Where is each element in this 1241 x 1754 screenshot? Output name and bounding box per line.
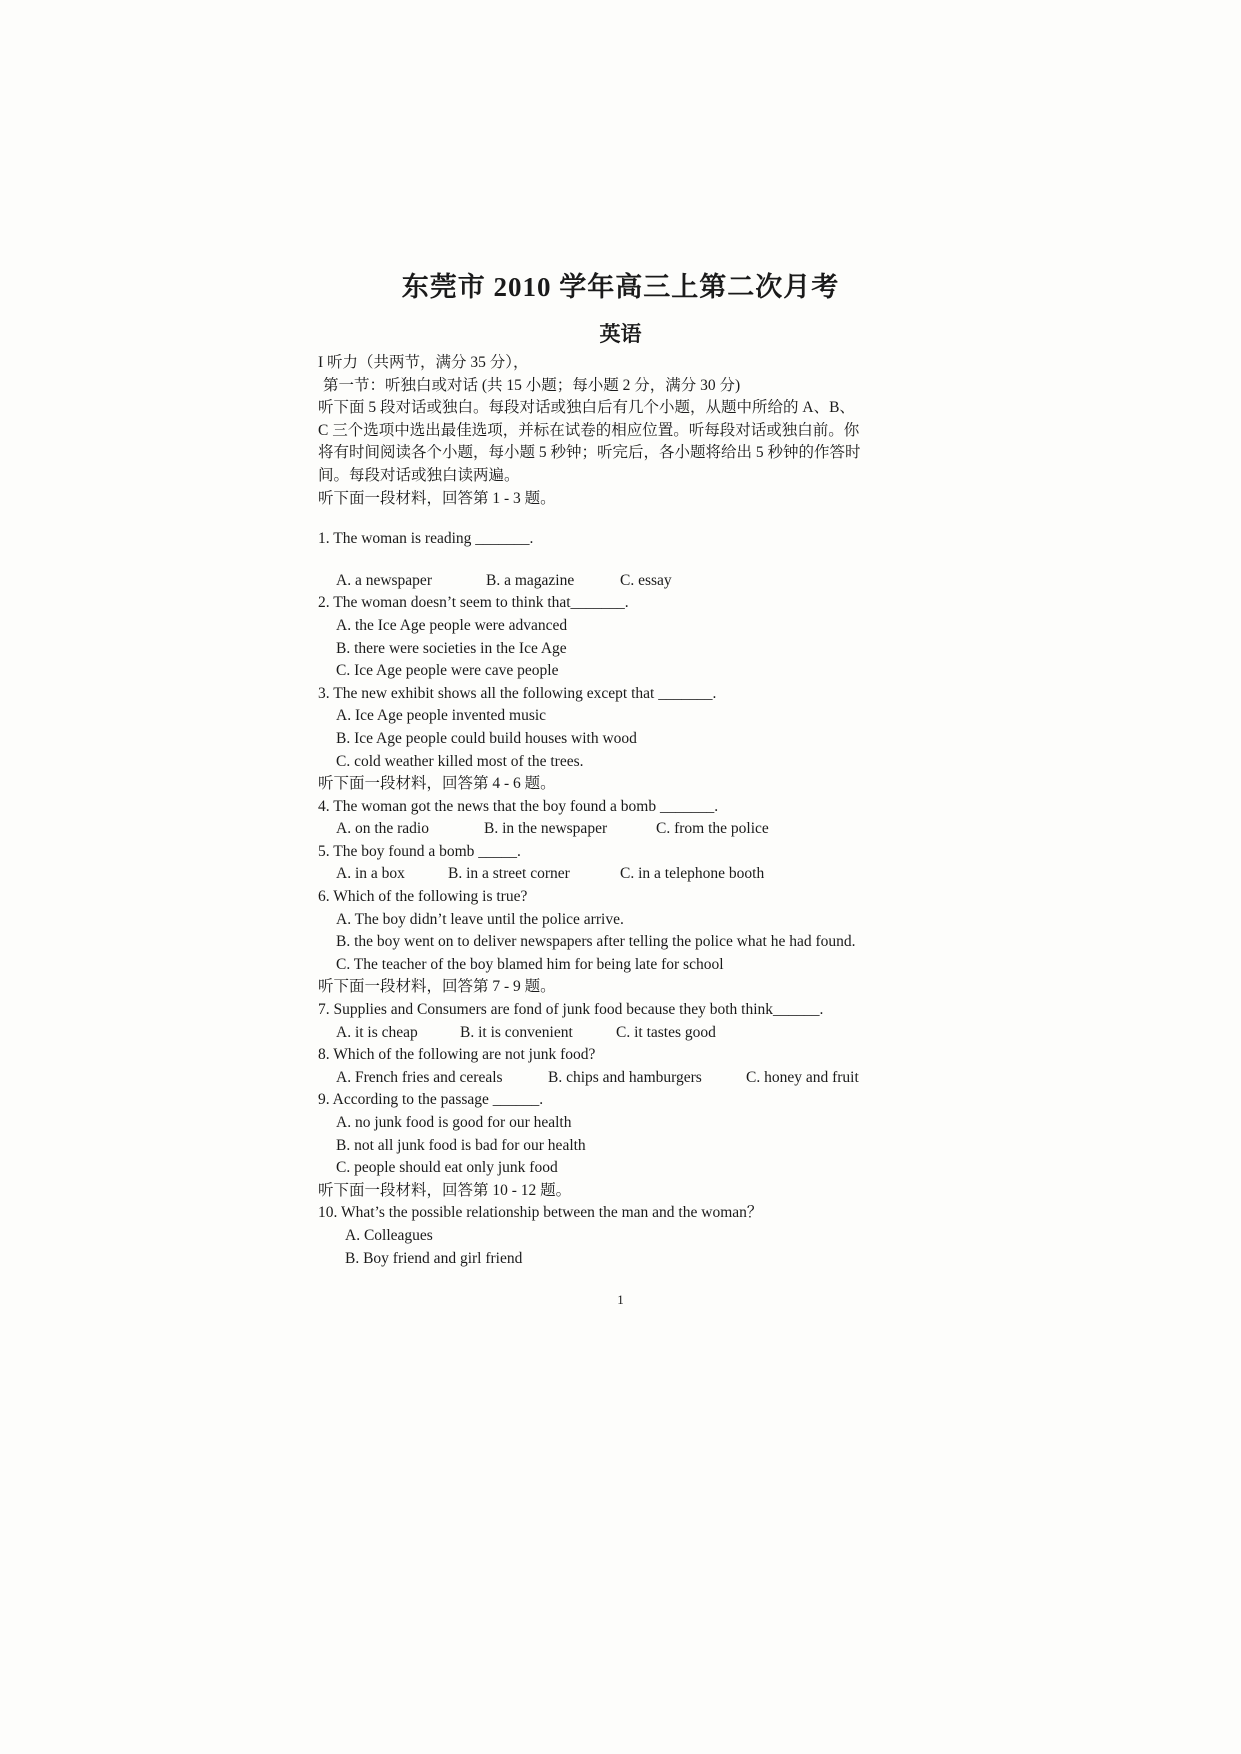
option-a: A. the Ice Age people were advanced [336, 616, 568, 634]
instruction-line: C 三个选项中选出最佳选项，并标在试卷的相应位置。听每段对话或独白前。你 [318, 421, 860, 439]
option-a: A. in a box [336, 865, 405, 883]
question-4-stem: 4. The woman got the news that the boy found a bomb _______. [318, 797, 719, 815]
option-c: C. The teacher of the boy blamed him for being late for school [336, 955, 724, 973]
group-instruction: 听下面一段材料，回答第 4 - 6 题。 [318, 775, 556, 793]
question-8-stem: 8. Which of the following are not junk food? [318, 1046, 596, 1064]
question-5-stem: 5. The boy found a bomb _____. [318, 842, 521, 860]
option-b: B. in a street corner [448, 865, 570, 883]
option-c: C. Ice Age people were cave people [336, 662, 559, 680]
instruction-line: 将有时间阅读各个小题，每小题 5 秒钟；听完后，各小题将给出 5 秒钟的作答时 [318, 444, 861, 462]
page-number: 1 [617, 1292, 624, 1307]
question-2-stem: 2. The woman doesn’t seem to think that_______. [318, 594, 629, 612]
option-a: A. no junk food is good for our health [336, 1114, 572, 1131]
exam-subject: 英语 [599, 322, 642, 346]
option-b: B. Ice Age people could build houses with wood [336, 729, 637, 747]
option-b: B. not all junk food is bad for our health [336, 1136, 586, 1154]
option-a: A. a newspaper [336, 571, 432, 589]
instruction-line: 间。每段对话或独白读两遍。 [318, 466, 520, 484]
question-9-stem: 9. According to the passage ______. [318, 1091, 544, 1109]
option-a: A. The boy didn’t leave until the police arrive. [336, 910, 624, 928]
question-1-options [318, 570, 938, 593]
group-instruction: 听下面一段材料，回答第 10 - 12 题。 [318, 1181, 572, 1199]
option-b: B. chips and hamburgers [548, 1068, 702, 1086]
question-5-options [318, 863, 938, 886]
question-8-options [318, 1067, 938, 1090]
option-a: A. it is cheap [336, 1023, 418, 1041]
question-1-stem: 1. The woman is reading _______. [318, 530, 534, 548]
option-c: C. from the police [656, 820, 769, 838]
option-b: B. there were societies in the Ice Age [336, 639, 567, 657]
section-heading: I 听力（共两节，满分 35 分）， [318, 354, 529, 371]
option-b: B. Boy friend and girl friend [345, 1249, 523, 1267]
option-c: C. people should eat only junk food [336, 1159, 558, 1177]
part-heading: 第一节：听独白或对话 (共 15 小题；每小题 2 分，满分 30 分) [323, 376, 741, 394]
option-b: B. in the newspaper [484, 820, 608, 838]
exam-content [318, 352, 938, 1270]
instruction-line: 听下面 5 段对话或独白。每段对话或独白后有几个小题，从题中所给的 A、B、 [318, 399, 855, 417]
option-c: C. essay [620, 571, 672, 589]
option-a: A. on the radio [336, 820, 429, 838]
option-b: B. it is convenient [460, 1023, 573, 1041]
question-3-stem: 3. The new exhibit shows all the following except that _______. [318, 684, 717, 702]
group-instruction: 听下面一段材料，回答第 7 - 9 题。 [318, 978, 556, 996]
option-a: A. French fries and cereals [336, 1068, 503, 1086]
question-10-stem: 10. What’s the possible relationship between the man and the woman？ [318, 1204, 763, 1222]
option-a: A. Ice Age people invented music [336, 707, 547, 725]
option-c: C. it tastes good [616, 1023, 716, 1041]
question-4-options [318, 818, 938, 841]
option-c: C. honey and fruit [746, 1068, 859, 1086]
option-b: B. the boy went on to deliver newspapers after telling the police what he had found. [336, 933, 856, 951]
exam-title: 东莞市 2010 学年高三上第二次月考 [401, 272, 840, 302]
option-c: C. in a telephone booth [620, 865, 765, 883]
question-7-stem: 7. Supplies and Consumers are fond of junk food because they both think______. [318, 1001, 824, 1019]
option-a: A. Colleagues [345, 1226, 433, 1244]
option-b: B. a magazine [486, 571, 575, 589]
option-c: C. cold weather killed most of the trees. [336, 752, 584, 770]
group-instruction: 听下面一段材料，回答第 1 - 3 题。 [318, 489, 556, 507]
question-6-stem: 6. Which of the following is true? [318, 888, 528, 906]
question-7-options [318, 1022, 938, 1045]
